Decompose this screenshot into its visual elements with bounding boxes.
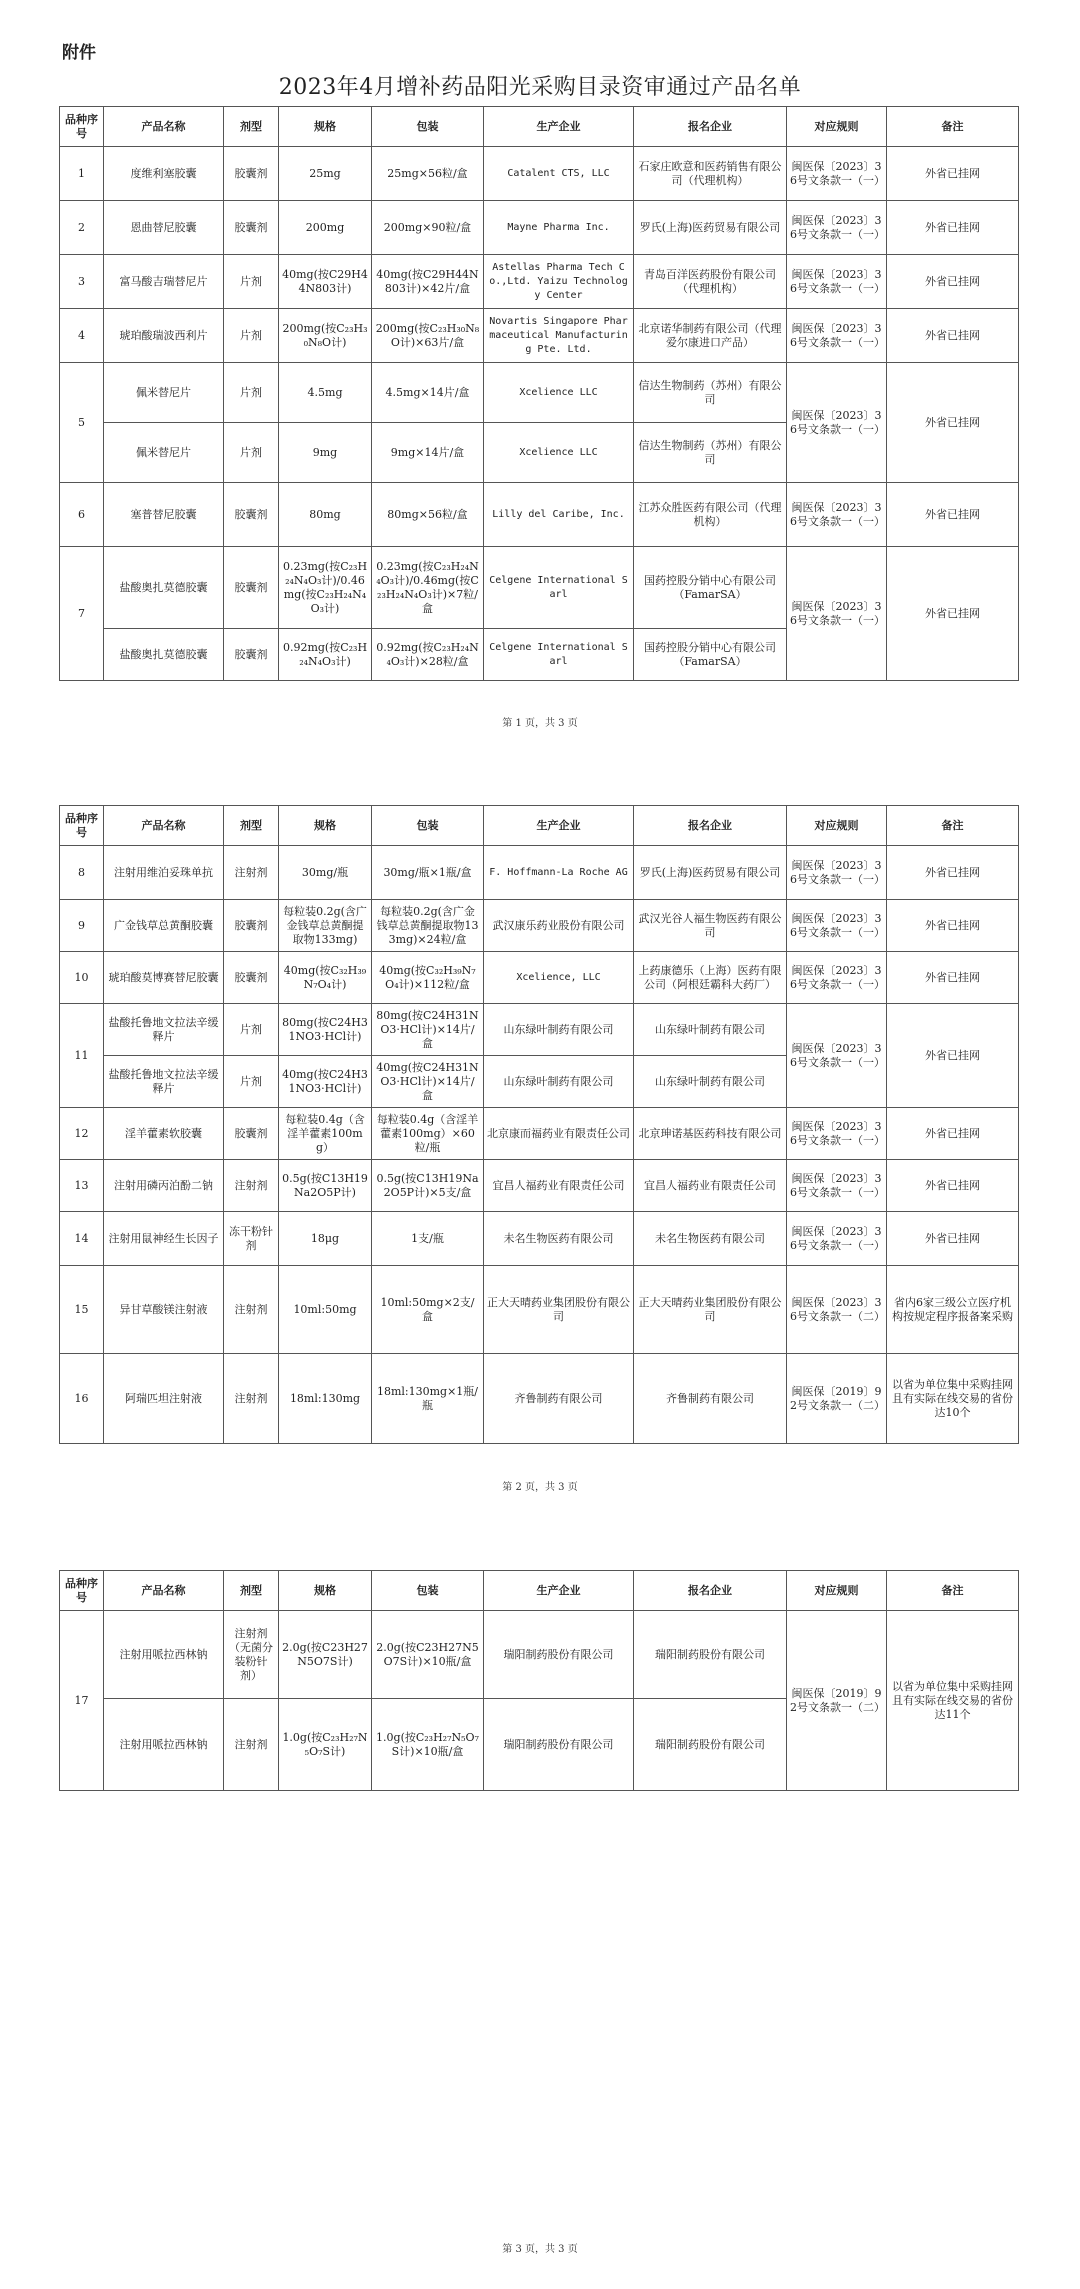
cell-form: 片剂 — [224, 255, 279, 309]
table-row — [60, 952, 1019, 1004]
cell-maker: Novartis Singapore Pharmaceutical Manufacturing Pte. Ltd. — [484, 309, 634, 363]
header-pack: 包装 — [372, 107, 484, 147]
header-note: 备注 — [887, 107, 1019, 147]
cell-spec: 40mg(按C24H31NO3·HCl计) — [279, 1056, 372, 1108]
cell-no: 5 — [60, 363, 104, 483]
cell-applicant: 宜昌人福药业有限责任公司 — [634, 1160, 787, 1212]
header-name: 产品名称 — [104, 1571, 224, 1611]
cell-maker: 正大天晴药业集团股份有限公司 — [484, 1266, 634, 1354]
cell-applicant: 山东绿叶制药有限公司 — [634, 1004, 787, 1056]
cell-maker: Xcelience LLC — [484, 423, 634, 483]
cell-no: 10 — [60, 952, 104, 1004]
table-row — [60, 1108, 1019, 1160]
cell-applicant: 国药控股分销中心有限公司（FamarSA） — [634, 629, 787, 681]
cell-applicant: 正大天晴药业集团股份有限公司 — [634, 1266, 787, 1354]
header-form: 剂型 — [224, 806, 279, 846]
cell-form: 片剂 — [224, 1004, 279, 1056]
cell-pack: 18ml:130mg×1瓶/瓶 — [372, 1354, 484, 1444]
cell-rule: 闽医保〔2019〕92号文条款一（二） — [787, 1354, 887, 1444]
header-rule: 对应规则 — [787, 1571, 887, 1611]
cell-maker: 瑞阳制药股份有限公司 — [484, 1699, 634, 1791]
cell-rule: 闽医保〔2023〕36号文条款一（二） — [787, 1266, 887, 1354]
document-title: 2023年4月增补药品阳光采购目录资审通过产品名单 — [278, 75, 802, 100]
header-form: 剂型 — [224, 1571, 279, 1611]
cell-form: 胶囊剂 — [224, 201, 279, 255]
cell-applicant: 武汉光谷人福生物医药有限公司 — [634, 900, 787, 952]
header-rule: 对应规则 — [787, 806, 887, 846]
cell-form: 片剂 — [224, 309, 279, 363]
cell-maker: 武汉康乐药业股份有限公司 — [484, 900, 634, 952]
cell-name: 塞普替尼胶囊 — [104, 483, 224, 547]
cell-applicant: 青岛百洋医药股份有限公司（代理机构） — [634, 255, 787, 309]
cell-spec: 2.0g(按C23H27N5O7S计) — [279, 1611, 372, 1699]
header-spec: 规格 — [279, 806, 372, 846]
cell-rule: 闽医保〔2019〕92号文条款一（二） — [787, 1611, 887, 1791]
cell-rule: 闽医保〔2023〕36号文条款一（一） — [787, 846, 887, 900]
cell-note: 外省已挂网 — [887, 363, 1019, 483]
cell-maker: Astellas Pharma Tech Co.,Ltd. Yaizu Technology Center — [484, 255, 634, 309]
cell-applicant: 未名生物医药有限公司 — [634, 1212, 787, 1266]
header-applicant: 报名企业 — [634, 1571, 787, 1611]
cell-maker: 北京康而福药业有限责任公司 — [484, 1108, 634, 1160]
cell-form: 片剂 — [224, 363, 279, 423]
cell-applicant: 罗氏(上海)医药贸易有限公司 — [634, 201, 787, 255]
cell-pack: 40mg(按C₃₂H₃₉N₇O₄计)×112粒/盒 — [372, 952, 484, 1004]
table-row — [60, 309, 1019, 363]
cell-no: 8 — [60, 846, 104, 900]
table-row — [60, 363, 1019, 423]
cell-note: 外省已挂网 — [887, 1160, 1019, 1212]
header-applicant: 报名企业 — [634, 806, 787, 846]
table-row — [60, 900, 1019, 952]
cell-no: 4 — [60, 309, 104, 363]
cell-spec: 4.5mg — [279, 363, 372, 423]
cell-form: 胶囊剂 — [224, 1108, 279, 1160]
cell-form: 胶囊剂 — [224, 629, 279, 681]
header-maker: 生产企业 — [484, 107, 634, 147]
header-no: 品种序号 — [60, 107, 104, 147]
cell-spec: 0.92mg(按C₂₃H₂₄N₄O₃计) — [279, 629, 372, 681]
cell-pack: 9mg×14片/盒 — [372, 423, 484, 483]
cell-maker: 山东绿叶制药有限公司 — [484, 1056, 634, 1108]
cell-form: 片剂 — [224, 1056, 279, 1108]
table-header-row — [60, 1571, 1019, 1611]
cell-note: 以省为单位集中采购挂网且有实际在线交易的省份达10个 — [887, 1354, 1019, 1444]
header-rule: 对应规则 — [787, 107, 887, 147]
cell-form: 胶囊剂 — [224, 483, 279, 547]
table-header-row — [60, 107, 1019, 147]
cell-no: 13 — [60, 1160, 104, 1212]
cell-form: 注射剂 — [224, 1699, 279, 1791]
cell-applicant: 山东绿叶制药有限公司 — [634, 1056, 787, 1108]
header-no: 品种序号 — [60, 1571, 104, 1611]
cell-name: 淫羊藿素软胶囊 — [104, 1108, 224, 1160]
table-row — [60, 255, 1019, 309]
table-header-row — [60, 806, 1019, 846]
cell-pack: 10ml:50mg×2支/盒 — [372, 1266, 484, 1354]
cell-note: 以省为单位集中采购挂网且有实际在线交易的省份达11个 — [887, 1611, 1019, 1791]
cell-pack: 0.5g(按C13H19Na2O5P计)×5支/盒 — [372, 1160, 484, 1212]
cell-rule: 闽医保〔2023〕36号文条款一（一） — [787, 363, 887, 483]
header-maker: 生产企业 — [484, 806, 634, 846]
table-row — [60, 1611, 1019, 1699]
cell-note: 外省已挂网 — [887, 147, 1019, 201]
cell-rule: 闽医保〔2023〕36号文条款一（一） — [787, 1160, 887, 1212]
cell-maker: Xcelience LLC — [484, 363, 634, 423]
cell-note: 外省已挂网 — [887, 255, 1019, 309]
cell-note: 外省已挂网 — [887, 309, 1019, 363]
cell-pack: 1支/瓶 — [372, 1212, 484, 1266]
cell-rule: 闽医保〔2023〕36号文条款一（一） — [787, 1212, 887, 1266]
cell-pack: 0.23mg(按C₂₃H₂₄N₄O₃计)/0.46mg(按C₂₃H₂₄N₄O₃计)×7粒/盒 — [372, 547, 484, 629]
table-row — [60, 547, 1019, 629]
header-pack: 包装 — [372, 1571, 484, 1611]
cell-form: 冻干粉针剂 — [224, 1212, 279, 1266]
cell-rule: 闽医保〔2023〕36号文条款一（一） — [787, 1004, 887, 1108]
product-table-page-1 — [59, 106, 1019, 681]
cell-no: 2 — [60, 201, 104, 255]
cell-no: 7 — [60, 547, 104, 681]
cell-spec: 0.23mg(按C₂₃H₂₄N₄O₃计)/0.46mg(按C₂₃H₂₄N₄O₃计) — [279, 547, 372, 629]
cell-spec: 80mg(按C24H31NO3·HCl计) — [279, 1004, 372, 1056]
cell-pack: 40mg(按C24H31NO3·HCl计)×14片/盒 — [372, 1056, 484, 1108]
cell-spec: 每粒装0.4g（含淫羊藿素100mg） — [279, 1108, 372, 1160]
cell-spec: 10ml:50mg — [279, 1266, 372, 1354]
cell-name: 盐酸托鲁地文拉法辛缓释片 — [104, 1056, 224, 1108]
cell-form: 胶囊剂 — [224, 952, 279, 1004]
cell-name: 注射用哌拉西林钠 — [104, 1699, 224, 1791]
cell-no: 1 — [60, 147, 104, 201]
header-name: 产品名称 — [104, 806, 224, 846]
table-row — [60, 1354, 1019, 1444]
cell-form: 注射剂 — [224, 1354, 279, 1444]
cell-applicant: 北京珅诺基医药科技有限公司 — [634, 1108, 787, 1160]
table-row — [60, 846, 1019, 900]
cell-pack: 每粒装0.2g(含广金钱草总黄酮提取物133mg)×24粒/盒 — [372, 900, 484, 952]
cell-pack: 40mg(按C29H44N803计)×42片/盒 — [372, 255, 484, 309]
cell-name: 盐酸奥扎莫德胶囊 — [104, 547, 224, 629]
cell-applicant: 瑞阳制药股份有限公司 — [634, 1611, 787, 1699]
cell-note: 外省已挂网 — [887, 483, 1019, 547]
cell-note: 外省已挂网 — [887, 900, 1019, 952]
cell-applicant: 齐鲁制药有限公司 — [634, 1354, 787, 1444]
table-row — [60, 1004, 1019, 1056]
cell-name: 琥珀酸瑞波西利片 — [104, 309, 224, 363]
product-table-page-2 — [59, 805, 1019, 1444]
cell-form: 胶囊剂 — [224, 547, 279, 629]
header-spec: 规格 — [279, 1571, 372, 1611]
cell-maker: Celgene International Sarl — [484, 547, 634, 629]
table-row — [60, 1212, 1019, 1266]
product-table-page-3 — [59, 1570, 1019, 1791]
cell-note: 外省已挂网 — [887, 1108, 1019, 1160]
cell-maker: Lilly del Caribe, Inc. — [484, 483, 634, 547]
cell-no: 12 — [60, 1108, 104, 1160]
header-applicant: 报名企业 — [634, 107, 787, 147]
cell-applicant: 北京诺华制药有限公司（代理爱尔康进口产品） — [634, 309, 787, 363]
cell-applicant: 瑞阳制药股份有限公司 — [634, 1699, 787, 1791]
cell-note: 外省已挂网 — [887, 952, 1019, 1004]
cell-spec: 每粒装0.2g(含广金钱草总黄酮提取物133mg) — [279, 900, 372, 952]
cell-maker: Xcelience, LLC — [484, 952, 634, 1004]
cell-name: 富马酸吉瑞替尼片 — [104, 255, 224, 309]
cell-pack: 200mg×90粒/盒 — [372, 201, 484, 255]
cell-spec: 18μg — [279, 1212, 372, 1266]
cell-applicant: 信达生物制药（苏州）有限公司 — [634, 363, 787, 423]
cell-no: 11 — [60, 1004, 104, 1108]
cell-rule: 闽医保〔2023〕36号文条款一（一） — [787, 900, 887, 952]
cell-note: 外省已挂网 — [887, 547, 1019, 681]
cell-spec: 18ml:130mg — [279, 1354, 372, 1444]
cell-spec: 40mg(按C29H44N803计) — [279, 255, 372, 309]
cell-rule: 闽医保〔2023〕36号文条款一（一） — [787, 1108, 887, 1160]
cell-form: 片剂 — [224, 423, 279, 483]
cell-maker: Celgene International Sarl — [484, 629, 634, 681]
header-spec: 规格 — [279, 107, 372, 147]
cell-pack: 80mg×56粒/盒 — [372, 483, 484, 547]
cell-applicant: 国药控股分销中心有限公司（FamarSA） — [634, 547, 787, 629]
cell-spec: 40mg(按C₃₂H₃₉N₇O₄计) — [279, 952, 372, 1004]
cell-maker: F. Hoffmann-La Roche AG — [484, 846, 634, 900]
cell-no: 9 — [60, 900, 104, 952]
table-row — [60, 483, 1019, 547]
header-no: 品种序号 — [60, 806, 104, 846]
cell-spec: 1.0g(按C₂₃H₂₇N₅O₇S计) — [279, 1699, 372, 1791]
cell-no: 17 — [60, 1611, 104, 1791]
cell-applicant: 江苏众胜医药有限公司（代理机构） — [634, 483, 787, 547]
cell-spec: 200mg(按C₂₃H₃₀N₈O计) — [279, 309, 372, 363]
cell-name: 盐酸托鲁地文拉法辛缓释片 — [104, 1004, 224, 1056]
cell-maker: Mayne Pharma Inc. — [484, 201, 634, 255]
cell-form: 注射剂（无菌分装粉针剂） — [224, 1611, 279, 1699]
cell-spec: 30mg/瓶 — [279, 846, 372, 900]
cell-pack: 每粒装0.4g（含淫羊藿素100mg）×60粒/瓶 — [372, 1108, 484, 1160]
page-footer-3: 第 3 页，共 3 页 — [502, 2244, 578, 2255]
header-maker: 生产企业 — [484, 1571, 634, 1611]
cell-spec: 25mg — [279, 147, 372, 201]
cell-no: 6 — [60, 483, 104, 547]
cell-form: 胶囊剂 — [224, 147, 279, 201]
cell-pack: 25mg×56粒/盒 — [372, 147, 484, 201]
cell-name: 注射用维泊妥珠单抗 — [104, 846, 224, 900]
cell-maker: 齐鲁制药有限公司 — [484, 1354, 634, 1444]
cell-name: 恩曲替尼胶囊 — [104, 201, 224, 255]
cell-rule: 闽医保〔2023〕36号文条款一（一） — [787, 201, 887, 255]
header-note: 备注 — [887, 1571, 1019, 1611]
cell-no: 3 — [60, 255, 104, 309]
table-row — [60, 1160, 1019, 1212]
cell-name: 阿瑞匹坦注射液 — [104, 1354, 224, 1444]
cell-form: 注射剂 — [224, 1266, 279, 1354]
cell-no: 15 — [60, 1266, 104, 1354]
cell-pack: 0.92mg(按C₂₃H₂₄N₄O₃计)×28粒/盒 — [372, 629, 484, 681]
cell-rule: 闽医保〔2023〕36号文条款一（一） — [787, 309, 887, 363]
table-row — [60, 147, 1019, 201]
cell-spec: 0.5g(按C13H19Na2O5P计) — [279, 1160, 372, 1212]
cell-rule: 闽医保〔2023〕36号文条款一（一） — [787, 547, 887, 681]
cell-maker: 未名生物医药有限公司 — [484, 1212, 634, 1266]
table-row — [60, 1266, 1019, 1354]
cell-name: 广金钱草总黄酮胶囊 — [104, 900, 224, 952]
cell-maker: 瑞阳制药股份有限公司 — [484, 1611, 634, 1699]
header-note: 备注 — [887, 806, 1019, 846]
cell-applicant: 信达生物制药（苏州）有限公司 — [634, 423, 787, 483]
page-footer-1: 第 1 页，共 3 页 — [502, 718, 578, 729]
cell-name: 注射用鼠神经生长因子 — [104, 1212, 224, 1266]
header-pack: 包装 — [372, 806, 484, 846]
cell-name: 佩米替尼片 — [104, 363, 224, 423]
attachment-label: 附件 — [62, 43, 96, 63]
cell-note: 外省已挂网 — [887, 201, 1019, 255]
header-name: 产品名称 — [104, 107, 224, 147]
cell-name: 注射用磷丙泊酚二钠 — [104, 1160, 224, 1212]
page-footer-2: 第 2 页，共 3 页 — [502, 1482, 578, 1493]
cell-applicant: 石家庄欧意和医药销售有限公司（代理机构） — [634, 147, 787, 201]
cell-note: 省内6家三级公立医疗机构按规定程序报备案采购 — [887, 1266, 1019, 1354]
cell-rule: 闽医保〔2023〕36号文条款一（一） — [787, 952, 887, 1004]
cell-name: 度维利塞胶囊 — [104, 147, 224, 201]
cell-note: 外省已挂网 — [887, 1004, 1019, 1108]
cell-spec: 200mg — [279, 201, 372, 255]
cell-name: 异甘草酸镁注射液 — [104, 1266, 224, 1354]
cell-pack: 30mg/瓶×1瓶/盒 — [372, 846, 484, 900]
cell-no: 16 — [60, 1354, 104, 1444]
cell-maker: 山东绿叶制药有限公司 — [484, 1004, 634, 1056]
cell-name: 琥珀酸莫博赛替尼胶囊 — [104, 952, 224, 1004]
cell-pack: 1.0g(按C₂₃H₂₇N₅O₇S计)×10瓶/盒 — [372, 1699, 484, 1791]
cell-pack: 200mg(按C₂₃H₃₀N₈O计)×63片/盒 — [372, 309, 484, 363]
cell-applicant: 罗氏(上海)医药贸易有限公司 — [634, 846, 787, 900]
cell-maker: Catalent CTS, LLC — [484, 147, 634, 201]
cell-pack: 80mg(按C24H31NO3·HCl计)×14片/盒 — [372, 1004, 484, 1056]
cell-name: 佩米替尼片 — [104, 423, 224, 483]
cell-no: 14 — [60, 1212, 104, 1266]
table-row — [60, 201, 1019, 255]
cell-spec: 80mg — [279, 483, 372, 547]
cell-note: 外省已挂网 — [887, 1212, 1019, 1266]
cell-rule: 闽医保〔2023〕36号文条款一（一） — [787, 147, 887, 201]
cell-pack: 4.5mg×14片/盒 — [372, 363, 484, 423]
cell-name: 注射用哌拉西林钠 — [104, 1611, 224, 1699]
cell-name: 盐酸奥扎莫德胶囊 — [104, 629, 224, 681]
cell-spec: 9mg — [279, 423, 372, 483]
cell-form: 注射剂 — [224, 1160, 279, 1212]
cell-rule: 闽医保〔2023〕36号文条款一（一） — [787, 255, 887, 309]
cell-applicant: 上药康德乐（上海）医药有限公司（阿根廷霸科大药厂） — [634, 952, 787, 1004]
cell-form: 胶囊剂 — [224, 900, 279, 952]
cell-note: 外省已挂网 — [887, 846, 1019, 900]
cell-form: 注射剂 — [224, 846, 279, 900]
cell-pack: 2.0g(按C23H27N5O7S计)×10瓶/盒 — [372, 1611, 484, 1699]
cell-rule: 闽医保〔2023〕36号文条款一（一） — [787, 483, 887, 547]
cell-maker: 宜昌人福药业有限责任公司 — [484, 1160, 634, 1212]
header-form: 剂型 — [224, 107, 279, 147]
